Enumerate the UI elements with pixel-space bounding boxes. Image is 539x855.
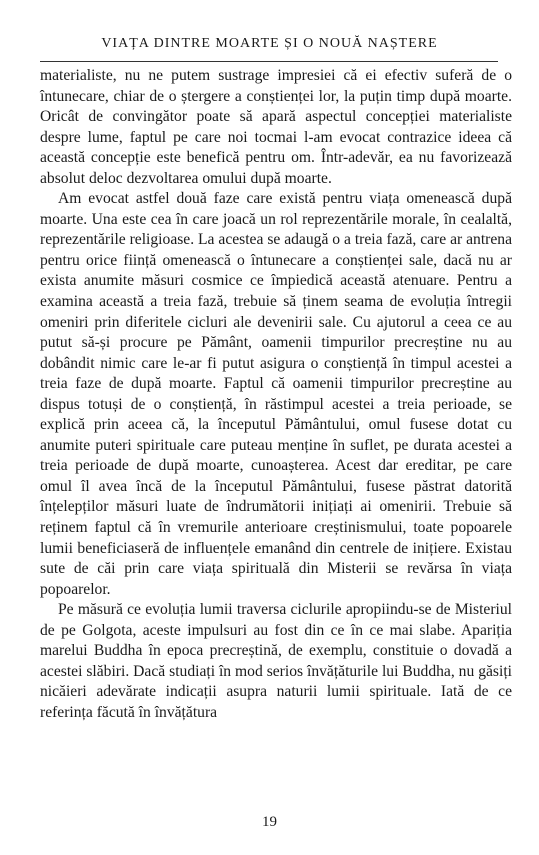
paragraph-phases: Am evocat astfel două faze care există pentru viața omenească după moarte. Una este cea în care joacă un rol reprezentările morale, în cealaltă, reprezentările religioase. La acestea se adaugă o a treia fază, care ar antrena pentru orice ființă omenească o întunecare a conștienței sale, dacă nu ar exista anumite măsuri cosmice ce împiedică această atenuare. Pentru a examina această a treia fază, trebuie să ținem seama de evoluția întregii omeniri prin diferitele cicluri ale devenirii sale. Cu ajutorul a ceea ce au putut să-și procure pe Pământ, oamenii timpurilor precreștine nu au dobândit nimic care le-ar fi putut asigura o conștiență în timpul acestei a treia faze de după moarte. Faptul că oamenii timpurilor precreștine au dispus totuși de o conștiență, în răstimpul acestei a treia perioade, se explică prin aceea că, la începutul Pământului, omul fusese dotat cu anumite puteri spirituale care puteau menține în suflet, pe durata acestei a treia perioade de după moarte, cunoașterea. Acest dar ereditar, pe care omul îl avea încă de la începutul Pământului, fusese păstrat datorită înțelepților măsuri luate de îndrumătorii inițiați ai omenirii. Trebuie să reținem faptul că în vremurile anterioare creștinismului, toate popoarele lumii beneficiaseră de influențele emanând din centrele de inițiere. Existau sute de căi prin care viața spirituală din Misterii se revărsa în viața popoarelor. [40, 190, 512, 598]
page-number: 19 [262, 814, 277, 830]
running-header: VIAȚA DINTRE MOARTE ȘI O NOUĂ NAȘTERE [101, 36, 438, 51]
paragraph-continuation: materialiste, nu ne putem sustrage impresiei că ei efectiv suferă de o întunecare, chiar de o ștergere a conștienței lor, la puțin timp după moarte. Oricât de convingător poate să apară aspectul concepției materialiste despre lume, faptul pe care noi tocmai l-am evocat contrazice ideea că această concepție este benefică pentru om. Într-adevăr, ea nu favorizează absolut deloc dezvoltarea omului după moarte. [40, 67, 512, 187]
body-text [40, 66, 512, 724]
header-rule [40, 61, 498, 62]
paragraph-buddha: Pe măsură ce evoluția lumii traversa ciclurile apropiindu-se de Misteriul de pe Golgota, aceste impulsuri au fost din ce în ce mai slabe. Apariția marelui Buddha în epoca precreștină, de exemplu, constituie o dovadă a acestei slăbiri. Dacă studiați în mod serios învățăturile lui Buddha, nu găsiți nicăieri adevărate indicații asupra naturii lumii spirituale. Iată de ce referința făcută în învățătura [40, 601, 512, 721]
